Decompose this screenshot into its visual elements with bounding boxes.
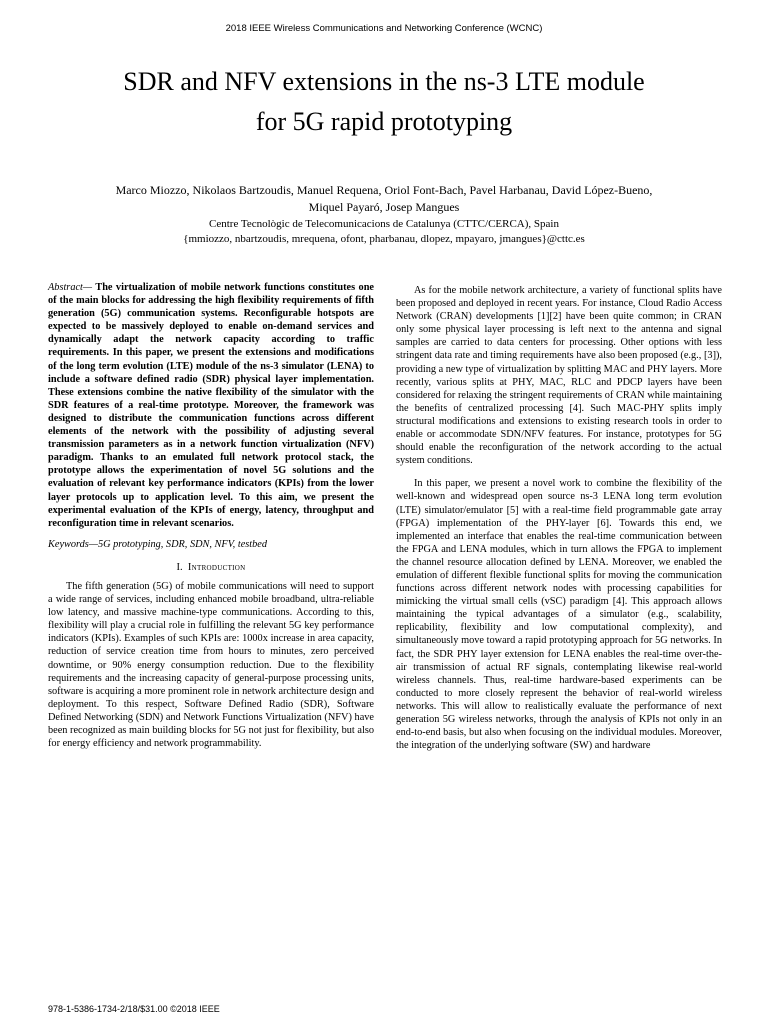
- affiliation-block: [40, 217, 728, 247]
- intro-paragraph-3: In this paper, we present a novel work to combine the flexibility of the well-known and widespread open source ns-3 LENA long term evolution (LTE) simulator/emulator [5] with a real-time field programmable gate array (FPGA) implementation of the PHY-layer [6]. Towards this end, we implemented an interface that enables the real-time communication between the FPGA and LENA modules, which in turn allows the FPGA to implement the channel resource allocation defined by LENA. Moreover, we enabled the emulation of different flexible functional splits for moving the communication functions across different network nodes with processing capabilities for mimicking the virtual small cells (vSC) paradigm [4]. This approach allows maintaining the typical advantages of a simulator (e.g., scalability, replicability, flexibility and low computational complexity), and simultaneously move toward a rapid prototyping approach for 5G networks. In fact, the SDR PHY layer extension for LENA enables the real-time over-the-air transmission of actual RF signals, contemplating likewise real-world wireless channels. Thus, real-time hardware-based experiments can be conducted to more closely represent the behavior of real-world wireless networks. This will allow to realistically evaluate the performance of next generation 5G wireless networks, through the analysis of KPIs not only in an end-to-end basis, but also when focusing on the individual modules. Moreover, the integration of the underlying software (SW) and hardware: [396, 478, 722, 752]
- section-number: I.: [176, 561, 183, 573]
- paper-title: [40, 62, 728, 142]
- intro-paragraph-1: The fifth generation (5G) of mobile communications will need to support a wide range of services, including enhanced mobile broadband, ultra-reliable low latency, and massive machine-type communications. According to this, flexibility will play a crucial role in fulfilling the relevant 5G key performance indicators (KPIs). Examples of such KPIs are: 1000x increase in area capacity, reduction of service creation time from hours to minutes, zero perceived downtime, or 90% energy consumption reduction. Due to the flexibility requirements and the increasing capacity of general-purpose processing units, software is acquiring a more prominent role in network architecture design and deployment. To this respect, Software Defined Radio (SDR), Software Defined Networking (SDN) and Network Functions Virtualization (NFV) have been recognized as main building blocks for 5G not just for flexibility, but also for energy efficiency and network programmability.: [48, 580, 374, 750]
- intro-paragraph-2: As for the mobile network architecture, a variety of functional splits have been proposed and deployed in recent years. For instance, Cloud Radio Access Network (CRAN) developments [1][2] have been quite common; in CRAN only some physical layer processing is left next to the antenna and signal samples are carried to data centers for processing. Other options with less stringent data rate and timing requirements have also been proposed (e.g., [3]), providing a new type of virtualization by splitting MAC and PHY layers. More recently, various splits at PHY, MAC, RLC and PDCP layers have been considered for relaxing the stringent requirements of CRAN while maintaining the benefits of centralized processing [4]. Such MAC-PHY splits imply structural modifications and extensions to existing research tools in order to enable or accommodate SDN/NFV features. For instance, prototypes for 5G should enable the reconfiguration of the network according to the actual system conditions.: [396, 285, 722, 467]
- authors-line-2: Miquel Payaró, Josep Mangues: [308, 200, 460, 214]
- section-heading-introduction: [48, 561, 374, 574]
- author-emails: {mmiozzo, nbartzoudis, mrequena, ofont, pharbanau, dlopez, mpayaro, jmangues}@cttc.es: [183, 233, 585, 245]
- section-title: Introduction: [187, 561, 246, 573]
- author-list: [40, 182, 728, 216]
- abstract-lead: Abstract—: [48, 282, 93, 293]
- title-line-2: for 5G rapid prototyping: [255, 107, 513, 136]
- authors-line-1: Marco Miozzo, Nikolaos Bartzoudis, Manuel Requena, Oriol Font-Bach, Pavel Harbanau, David López-Bueno,: [115, 183, 653, 197]
- right-column: [396, 284, 722, 752]
- conference-header: 2018 IEEE Wireless Communications and Networking Conference (WCNC): [225, 23, 543, 34]
- abstract: [48, 281, 374, 530]
- left-column: [48, 281, 374, 750]
- title-line-1: SDR and NFV extensions in the ns-3 LTE module: [123, 67, 645, 96]
- keywords: Keywords—5G prototyping, SDR, SDN, NFV, testbed: [48, 538, 267, 550]
- affiliation: Centre Tecnològic de Telecomunicacions de Catalunya (CTTC/CERCA), Spain: [209, 218, 559, 230]
- abstract-text: The virtualization of mobile network functions constitutes one of the main blocks for addressing the high flexibility requirements of fifth generation (5G) communication systems. Reconfigurable hotspots are expected to be massively deployed to enable on-demand services and dynamically adapt the network capacity according to traffic requirements. In this paper, we present the extensions and modifications of the long term evolution (LTE) module of the ns-3 simulator (LENA) to include a software defined radio (SDR) physical layer implementation. These extensions combine the native flexibility of the simulator with the SDR features of a real-time prototype. Moreover, the framework was designed to distribute the communication functions across different elements of the network with the possibility of adjusting several transmission parameters as in a network function virtualization (NFV) paradigm. Thanks to an emulated full network protocol stack, the prototype allows the experimentation of novel 5G solutions and the evaluation of relevant key performance indicators (KPIs) from the lower layer protocols up to application level. To this aim, we present the experimental evaluation of the KPIs of energy, latency, throughput and reconfiguration time in relevant scenarios.: [48, 282, 374, 529]
- copyright-footer: 978-1-5386-1734-2/18/$31.00 ©2018 IEEE: [48, 1004, 220, 1014]
